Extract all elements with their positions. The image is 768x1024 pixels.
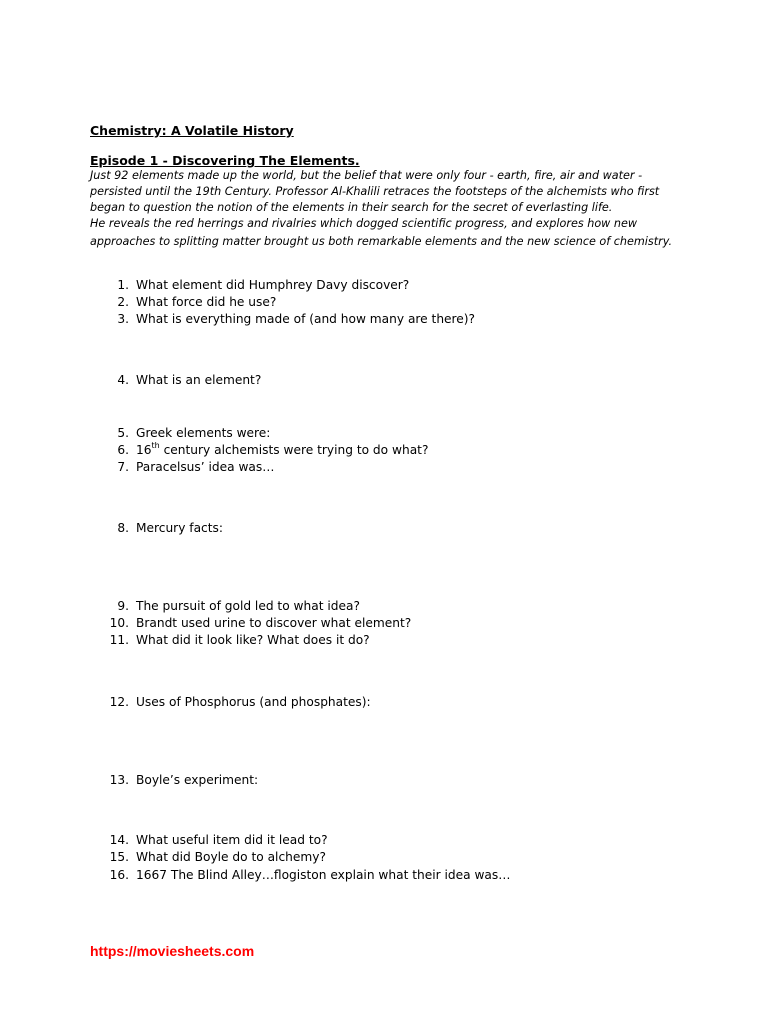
question-text: Uses of Phosphorus (and phosphates): <box>136 695 371 709</box>
question-item <box>0 772 768 789</box>
question-number: 15. <box>109 850 129 864</box>
question-item <box>0 311 768 328</box>
synopsis-paragraph-2: He reveals the red herrings and rivalries which dogged scientific progress, and explores how new approaches to splitting matter brought us both remarkable elements and the new science of chemistry. <box>90 217 673 248</box>
question-number: 16. <box>109 868 129 882</box>
question-text-end: century alchemists were trying to do what? <box>159 443 429 457</box>
question-number: 5. <box>117 426 129 440</box>
question-item <box>0 849 768 866</box>
question-text: Greek elements were: <box>136 426 271 440</box>
question-number: 9. <box>117 599 129 613</box>
question-number: 4. <box>117 373 129 387</box>
question-item <box>0 277 768 294</box>
question-number: 1. <box>117 278 129 292</box>
question-item <box>0 372 768 389</box>
question-item <box>0 425 768 442</box>
question-item <box>0 459 768 476</box>
question-text: Boyle’s experiment: <box>136 773 259 787</box>
question-text: What useful item did it lead to? <box>136 833 328 847</box>
question-number: 3. <box>117 312 129 326</box>
question-item <box>0 832 768 849</box>
question-text: What did it look like? What does it do? <box>136 633 370 647</box>
question-item <box>0 294 768 311</box>
episode-synopsis <box>90 168 690 250</box>
question-number: 13. <box>109 773 129 787</box>
question-number: 10. <box>109 616 129 630</box>
footer-link[interactable]: https://moviesheets.com <box>90 943 255 959</box>
question-item <box>0 442 768 459</box>
question-text: What did Boyle do to alchemy? <box>136 850 326 864</box>
question-text: Mercury facts: <box>136 521 223 535</box>
question-number: 12. <box>109 695 129 709</box>
question-text: 1667 The Blind Alley…flogiston explain what their idea was… <box>136 868 511 882</box>
question-number: 7. <box>117 460 129 474</box>
question-text-start: 16 <box>136 443 152 457</box>
episode-heading: Episode 1 - Discovering The Elements. <box>90 153 360 168</box>
question-item <box>0 632 768 649</box>
question-item <box>0 867 768 884</box>
question-number: 2. <box>117 295 129 309</box>
question-text: What element did Humphrey Davy discover? <box>136 278 410 292</box>
question-text: The pursuit of gold led to what idea? <box>136 599 360 613</box>
ordinal-suffix: th <box>151 440 160 450</box>
synopsis-paragraph-1: Just 92 elements made up the world, but the belief that were only four - earth, fire, air and water - persisted until the 19th Century. Professor Al-Khalili retraces the footsteps of the alchemists who first began to question the notion of the elements in their search for the secret of everlasting life. <box>90 169 660 214</box>
question-number: 8. <box>117 521 129 535</box>
question-item <box>0 694 768 711</box>
question-item <box>0 520 768 537</box>
question-text: Paracelsus’ idea was… <box>136 460 275 474</box>
question-text: What force did he use? <box>136 295 277 309</box>
question-text <box>136 442 428 459</box>
question-item <box>0 598 768 615</box>
question-number: 6. <box>117 443 129 457</box>
question-item <box>0 615 768 632</box>
question-number: 14. <box>109 833 129 847</box>
question-text: What is everything made of (and how many are there)? <box>136 312 476 326</box>
question-text: What is an element? <box>136 373 262 387</box>
question-text: Brandt used urine to discover what element? <box>136 616 412 630</box>
document-title: Chemistry: A Volatile History <box>90 123 294 138</box>
question-number: 11. <box>109 633 129 647</box>
